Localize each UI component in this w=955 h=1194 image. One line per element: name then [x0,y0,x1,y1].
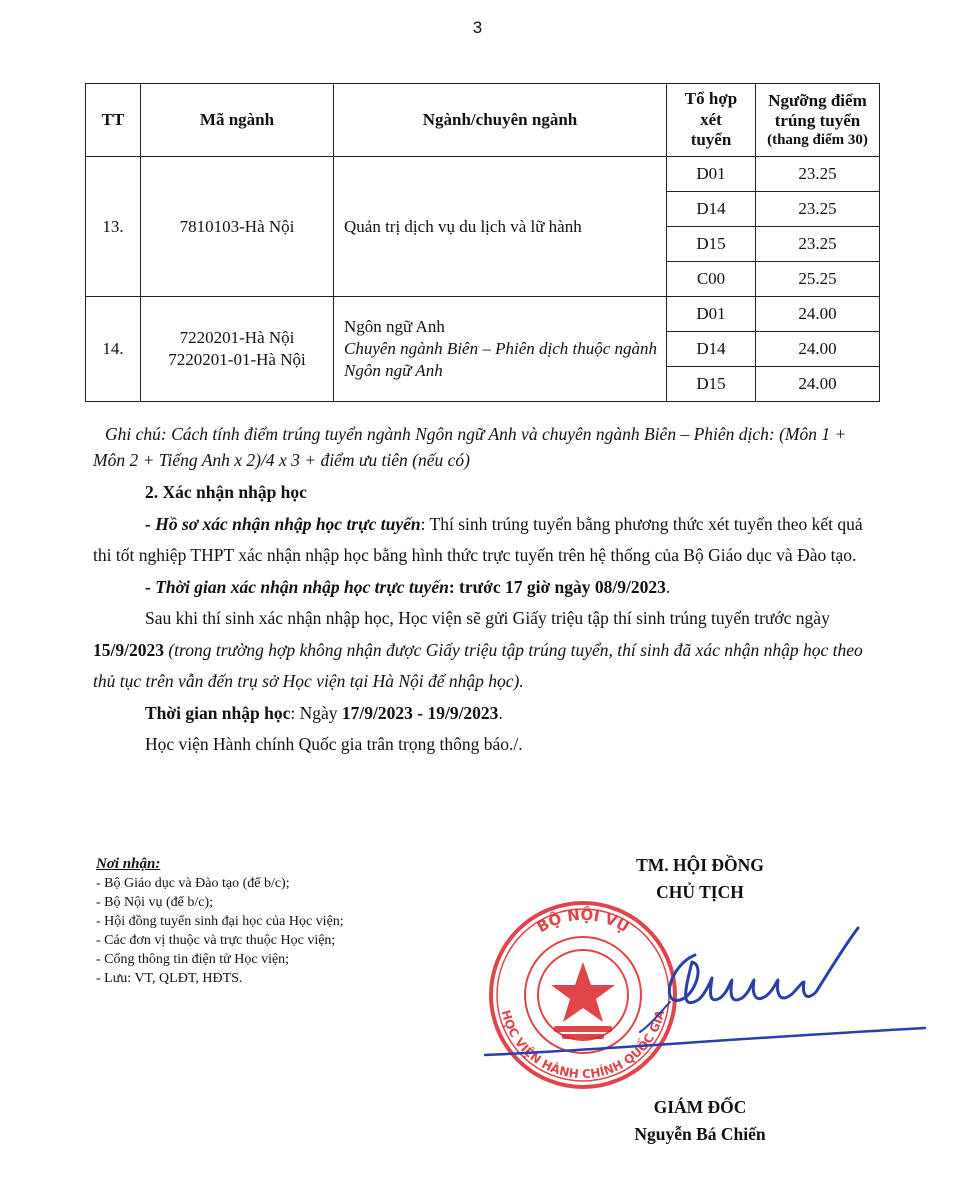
thoi-gian-deadline: : trước 17 giờ ngày 08/9/2023 [448,576,666,597]
combo-code: D15 [667,367,756,402]
header-to-hop-line: xét [700,109,722,129]
recipient-item: - Các đơn vị thuộc và trực thuộc Học viện; [96,933,336,948]
row-tt: 14. [86,297,141,402]
combo-score: 24.00 [756,297,880,332]
header-ma-nganh: Mã ngành [141,84,334,157]
row-tt: 13. [86,157,141,297]
enrollment-label: Thời gian nhập học [145,702,291,723]
calculation-note: Ghi chú: Cách tính điểm trúng tuyển ngành Ngôn ngữ Anh và chuyên ngành Biên – Phiên dịch: (Môn 1 + Môn 2 + Tiếng Anh x 2)/4 x 3 + điểm ưu tiên (nếu có) [93,424,847,470]
combo-score: 23.25 [756,192,880,227]
signer-name: Nguyễn Bá Chiến [634,1124,766,1144]
combo-score: 24.00 [756,332,880,367]
recipient-item: - Bộ Giáo dục và Đào tạo (để b/c); [96,876,290,891]
recipient-item: - Bộ Nội vụ (để b/c); [96,895,214,910]
ho-so-paragraph [93,509,866,572]
signer-block [600,1094,800,1148]
recipient-item: - Cổng thông tin điện tử Học viện; [96,952,290,967]
header-nguong-diem [756,84,880,157]
header-nguong-line: trúng tuyển [774,111,861,130]
combo-code: D01 [667,157,756,192]
page-number: 3 [472,18,483,37]
summons-paragraph [93,603,866,698]
thoi-gian-end: . [665,576,671,597]
signer-position: GIÁM ĐỐC [653,1097,747,1117]
header-to-hop-line: Tổ hợp [684,89,738,109]
combo-score: 23.25 [756,227,880,262]
stamp-bottom-text: HỌC VIỆN HÀNH CHÍNH QUỐC GIA [498,1008,668,1082]
summons-date: 15/9/2023 [93,639,164,660]
ho-so-label: - Hồ sơ xác nhận nhập học trực tuyến [145,513,421,534]
enrollment-mid: : Ngày [290,702,342,723]
recipients-heading: Nơi nhận: [96,856,161,872]
table-row [86,157,880,192]
ma-nganh-line: 7810103-Hà Nội [179,216,295,236]
combo-score: 25.25 [756,262,880,297]
summons-text: Sau khi thí sinh xác nhận nhập học, Học viện sẽ gửi Giấy triệu tập thí sinh trúng tuyển trước ngày [145,608,830,628]
recipients-block [96,855,496,988]
header-to-hop-line: tuyển [690,130,732,150]
nganh-name: Quản trị dịch vụ du lịch và lữ hành [344,216,582,236]
closing-line: Học viện Hành chính Quốc gia trân trọng thông báo./. [145,734,523,754]
section-heading: 2. Xác nhận nhập học [145,482,307,502]
combo-code: D01 [667,297,756,332]
combo-code: D14 [667,192,756,227]
table-header-row [86,84,880,157]
table-row [86,297,880,332]
row-ma-nganh [141,157,334,297]
signer-title [600,852,800,906]
summons-note: (trong trường hợp không nhận được Giấy triệu tập trúng tuyển, thí sinh đã xác nhận nhập học theo thủ tục trên vẫn đến trụ sở Học viện tại Hà Nội để nhập học). [93,639,863,691]
handwritten-signature [480,910,940,1070]
main-text [93,421,866,761]
ma-nganh-line: 7220201-Hà Nội [179,328,295,347]
combo-score: 23.25 [756,157,880,192]
header-nganh: Ngành/chuyên ngành [334,84,667,157]
signer-title-line1: TM. HỘI ĐỒNG [636,855,764,875]
combo-code: C00 [667,262,756,297]
header-tt: TT [86,84,141,157]
enrollment-paragraph [93,698,866,730]
enrollment-dates: 17/9/2023 - 19/9/2023 [341,702,499,723]
combo-code: D15 [667,227,756,262]
ma-nganh-line: 7220201-01-Hà Nội [168,350,306,369]
row-nganh [334,157,667,297]
admission-score-table [85,83,880,402]
row-nganh [334,297,667,402]
thoi-gian-paragraph [93,572,866,604]
header-to-hop [667,84,756,157]
enrollment-end: . [498,702,503,723]
header-nguong-line: (thang điểm 30) [767,132,868,149]
combo-code: D14 [667,332,756,367]
header-nguong-line: Ngưỡng điểm [768,90,867,110]
combo-score: 24.00 [756,367,880,402]
row-ma-nganh [141,297,334,402]
recipient-item: - Hội đồng tuyển sinh đại học của Học viện; [96,914,344,929]
thoi-gian-label: - Thời gian xác nhận nhập học trực tuyến [145,576,449,597]
recipient-item: - Lưu: VT, QLĐT, HĐTS. [96,971,243,986]
ho-so-text: : Thí sinh trúng tuyển bằng phương thức xét tuyển theo kết quả thi tốt nghiệp THPT xác nhận nhập học bằng hình thức trực tuyến trên hệ thống của Bộ Giáo dục và Đào tạo. [93,513,863,565]
signer-title-line2: CHỦ TỊCH [656,882,744,902]
stamp-top-text: BỘ NỘI VỤ [533,905,633,937]
chuyen-nganh-name: Chuyên ngành Biên – Phiên dịch thuộc ngành Ngôn ngữ Anh [344,339,658,380]
nganh-name: Ngôn ngữ Anh [344,317,445,336]
